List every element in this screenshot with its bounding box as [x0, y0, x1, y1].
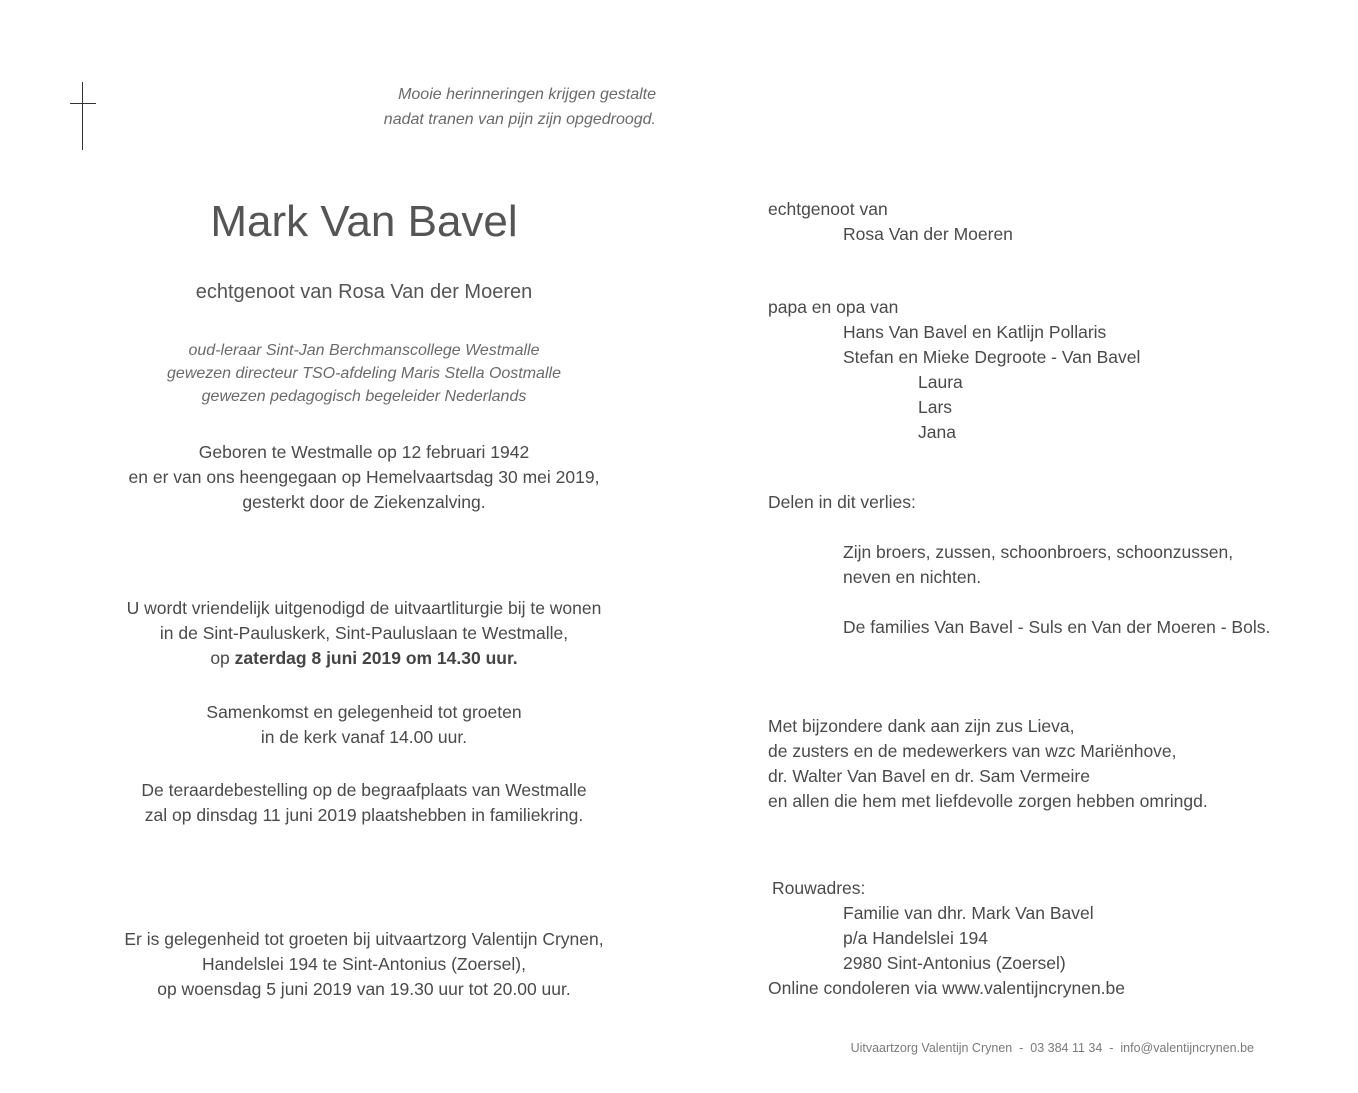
burial-info — [60, 778, 668, 828]
funeral-home-footer: Uitvaartzorg Valentijn Crynen - 03 384 11 34 - info@valentijncrynen.be — [850, 1041, 1254, 1055]
funeral-invitation — [60, 596, 668, 671]
section-label: Delen in dit verlies: — [768, 492, 916, 512]
quote-line: nadat tranen van pijn zijn opgedroogd. — [383, 111, 656, 128]
info-prefix: op — [210, 648, 235, 668]
info-line — [60, 646, 668, 671]
info-line: Handelslei 194 te Sint-Antonius (Zoersel), — [202, 954, 526, 974]
grandchild-entry: Lars — [918, 397, 953, 417]
spouse-line: echtgenoot van Rosa Van der Moeren — [195, 281, 533, 303]
info-line: en er van ons heengegaan op Hemelvaartsdag 30 mei 2019, — [128, 467, 600, 487]
info-line: op woensdag 5 juni 2019 van 19.30 uur tot 20.00 uur. — [157, 979, 571, 999]
info-line: zal op dinsdag 11 juni 2019 plaatshebben in familiekring. — [144, 805, 584, 825]
thanks-line: dr. Walter Van Bavel en dr. Sam Vermeire — [768, 766, 1090, 786]
mourners-line: neven en nichten. — [843, 567, 982, 587]
cross-horizontal — [70, 103, 96, 104]
quote-line: Mooie herinneringen krijgen gestalte — [398, 86, 656, 103]
info-line: in de kerk vanaf 14.00 uur. — [260, 727, 468, 747]
thanks-section — [768, 714, 1208, 814]
grandchild-entry: Laura — [918, 372, 963, 392]
info-line: Er is gelegenheid tot groeten bij uitvaartzorg Valentijn Crynen, — [124, 929, 604, 949]
birth-death-info — [60, 440, 668, 515]
mourners-section — [768, 490, 1270, 640]
title-line: oud-leraar Sint-Jan Berchmanscollege Westmalle — [188, 342, 540, 359]
thanks-line: Met bijzondere dank aan zijn zus Lieva, — [768, 716, 1075, 736]
children-section — [768, 295, 1140, 445]
gathering-info — [60, 700, 668, 750]
mourners-families: De families Van Bavel - Suls en Van der Moeren - Bols. — [843, 617, 1271, 637]
online-condolence-line: Online condoleren via www.valentijncrynen.be — [768, 978, 1126, 998]
section-label: papa en opa van — [768, 297, 899, 317]
spouse-name: Rosa Van der Moeren — [843, 224, 1013, 244]
cross-icon — [70, 82, 96, 150]
address-line: p/a Handelslei 194 — [843, 928, 988, 948]
info-line: in de Sint-Pauluskerk, Sint-Pauluslaan te Westmalle, — [159, 623, 569, 643]
thanks-line: de zusters en de medewerkers van wzc Mariënhove, — [768, 741, 1177, 761]
info-line: De teraardebestelling op de begraafplaats van Westmalle — [141, 780, 587, 800]
cross-vertical — [82, 82, 83, 150]
professional-titles — [60, 339, 668, 408]
spouse-section — [768, 197, 1013, 247]
address-line: Familie van dhr. Mark Van Bavel — [843, 903, 1094, 923]
funeral-datetime: zaterdag 8 juni 2019 om 14.30 uur. — [234, 648, 518, 668]
address-line: 2980 Sint-Antonius (Zoersel) — [843, 953, 1066, 973]
thanks-line: en allen die hem met liefdevolle zorgen hebben omringd. — [768, 791, 1208, 811]
info-line: U wordt vriendelijk uitgenodigd de uitvaartliturgie bij te wonen — [126, 598, 602, 618]
visitation-info — [60, 927, 668, 1002]
child-entry: Stefan en Mieke Degroote - Van Bavel — [843, 347, 1141, 367]
title-line: gewezen pedagogisch begeleider Nederlands — [201, 388, 527, 405]
section-label: echtgenoot van — [768, 199, 888, 219]
info-line: Samenkomst en gelegenheid tot groeten — [206, 702, 522, 722]
mourning-address-section — [768, 876, 1125, 1001]
section-label: Rouwadres: — [772, 878, 866, 898]
grandchild-entry: Jana — [918, 422, 956, 442]
info-line: gesterkt door de Ziekenzalving. — [242, 492, 486, 512]
info-line: Geboren te Westmalle op 12 februari 1942 — [198, 442, 530, 462]
title-line: gewezen directeur TSO-afdeling Maris Stella Oostmalle — [167, 365, 561, 382]
child-entry: Hans Van Bavel en Katlijn Pollaris — [843, 322, 1107, 342]
memorial-quote — [384, 82, 656, 132]
mourners-line: Zijn broers, zussen, schoonbroers, schoonzussen, — [843, 542, 1234, 562]
deceased-name: Mark Van Bavel — [210, 197, 518, 246]
